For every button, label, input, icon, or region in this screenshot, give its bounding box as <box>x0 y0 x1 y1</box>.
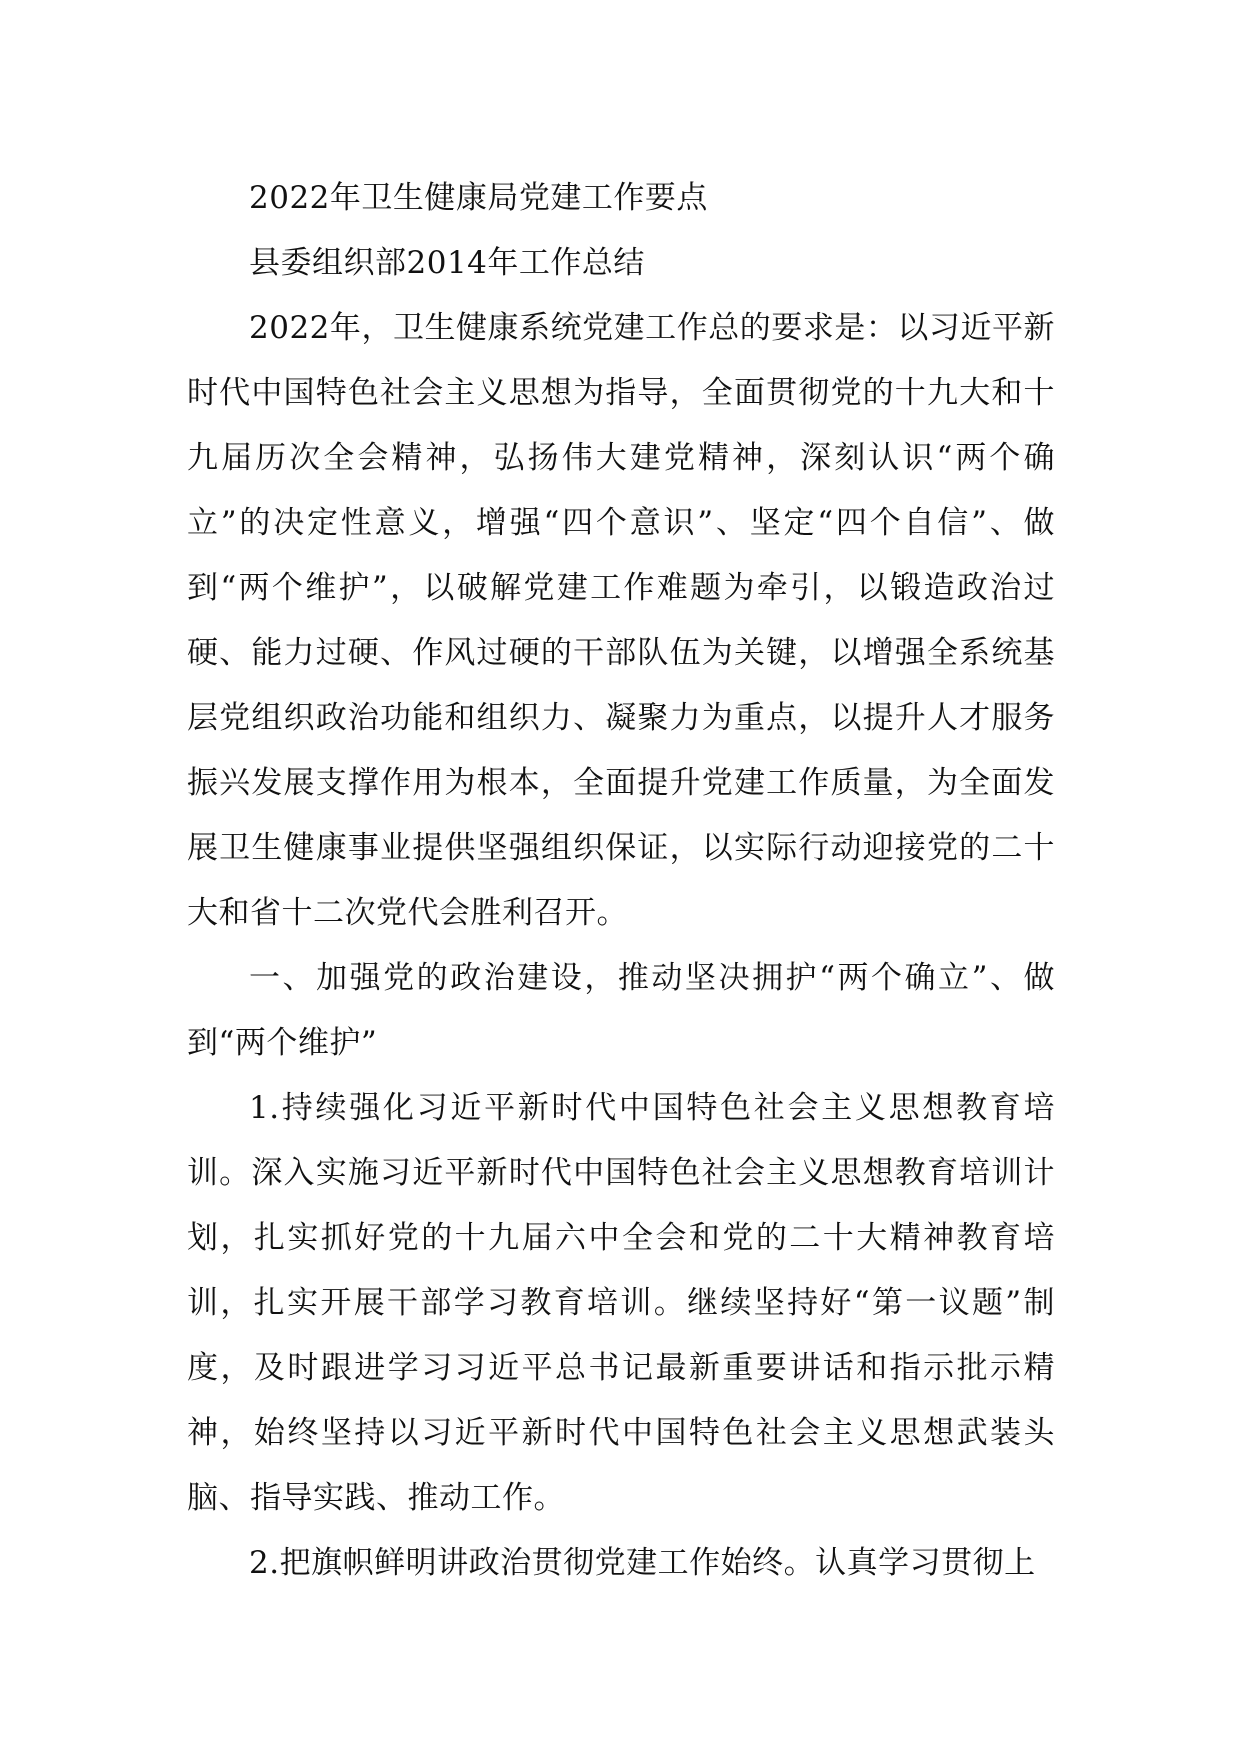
intro-paragraph: 2022年，卫生健康系统党建工作总的要求是：以习近平新时代中国特色社会主义思想为指导，全面贯彻党的十九大和十九届历次全会精神，弘扬伟大建党精神，深刻认识“两个确立”的决定性意义，增强“四个意识”、坚定“四个自信”、做到“两个维护”，以破解党建工作难题为牵引，以锻造政治过硬、能力过硬、作风过硬的干部队伍为关键，以增强全系统基层党组织政治功能和组织力、凝聚力为重点，以提升人才服务振兴发展支撑作用为根本，全面提升党建工作质量，为全面发展卫生健康事业提供坚强组织保证，以实际行动迎接党的二十大和省十二次党代会胜利召开。 <box>187 310 1055 931</box>
list-item: 2.把旗帜鲜明讲政治贯彻党建工作始终。认真学习贯彻上 <box>249 1545 1036 1581</box>
document-subtitle: 县委组织部2014年工作总结 <box>249 245 645 281</box>
section-heading: 一、加强党的政治建设，推动坚决拥护“两个确立”、做到“两个维护” <box>187 960 1055 1061</box>
document-title: 2022年卫生健康局党建工作要点 <box>249 180 708 216</box>
list-item: 1.持续强化习近平新时代中国特色社会主义思想教育培训。深入实施习近平新时代中国特色社会主义思想教育培训计划，扎实抓好党的十九届六中全会和党的二十大精神教育培训，扎实开展干部学习教育培训。继续坚持好“第一议题”制度，及时跟进学习习近平总书记最新重要讲话和指示批示精神，始终坚持以习近平新时代中国特色社会主义思想武装头脑、指导实践、推动工作。 <box>187 1090 1055 1516</box>
document-body <box>187 166 1055 1596</box>
